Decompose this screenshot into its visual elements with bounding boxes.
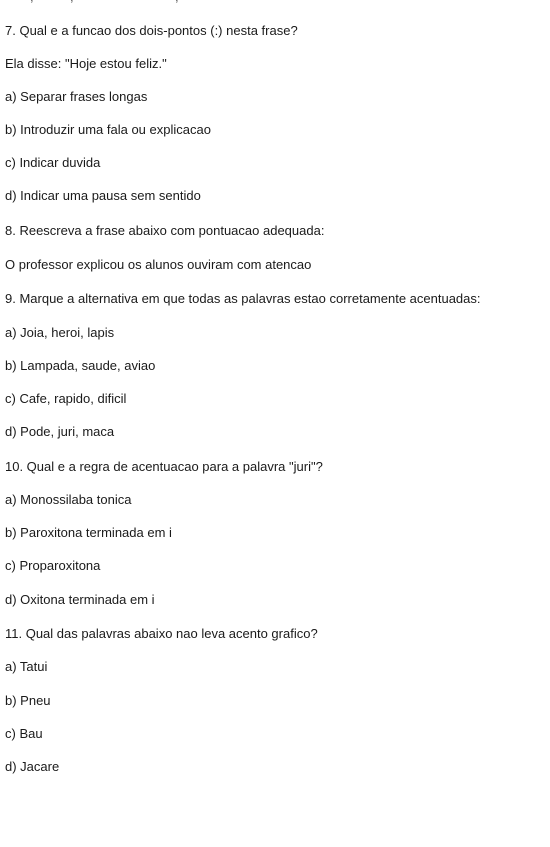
cropped-top-text xyxy=(0,0,550,8)
question-10-option-c: c) Proparoxitona xyxy=(5,558,101,573)
question-7-option-b: b) Introduzir uma fala ou explicacao xyxy=(5,122,211,137)
question-11-option-b: b) Pneu xyxy=(5,693,51,708)
question-8-prompt: O professor explicou os alunos ouviram com atencao xyxy=(5,257,312,272)
question-10-text: 10. Qual e a regra de acentuacao para a palavra "juri"? xyxy=(5,459,323,474)
question-9-option-a: a) Joia, heroi, lapis xyxy=(5,325,115,340)
question-7-option-c: c) Indicar duvida xyxy=(5,155,101,170)
question-11-option-d: d) Jacare xyxy=(5,759,60,774)
question-9-option-c: c) Cafe, rapido, dificil xyxy=(5,391,127,406)
question-9-option-d: d) Pode, juri, maca xyxy=(5,424,115,439)
question-11-option-c: c) Bau xyxy=(5,726,43,741)
question-7-text: 7. Qual e a funcao dos dois-pontos (:) nesta frase? xyxy=(5,23,298,38)
question-8-text: 8. Reescreva a frase abaixo com pontuacao adequada: xyxy=(5,223,325,238)
question-7-prompt: Ela disse: "Hoje estou feliz." xyxy=(5,56,167,71)
question-10-option-b: b) Paroxitona terminada em i xyxy=(5,525,172,540)
question-11-text: 11. Qual das palavras abaixo nao leva acento grafico? xyxy=(5,626,318,641)
question-10-option-a: a) Monossilaba tonica xyxy=(5,492,132,507)
question-11-option-a: a) Tatui xyxy=(5,659,48,674)
question-7-option-d: d) Indicar uma pausa sem sentido xyxy=(5,188,201,203)
question-9-option-b: b) Lampada, saude, aviao xyxy=(5,358,156,373)
question-7-option-a: a) Separar frases longas xyxy=(5,89,148,104)
cropped-text-fragment xyxy=(175,0,179,4)
question-10-option-d: d) Oxitona terminada em i xyxy=(5,592,155,607)
question-9-text: 9. Marque a alternativa em que todas as palavras estao corretamente acentuadas: xyxy=(5,291,481,306)
cropped-text-fragment xyxy=(70,0,74,4)
cropped-text-fragment xyxy=(30,0,34,4)
